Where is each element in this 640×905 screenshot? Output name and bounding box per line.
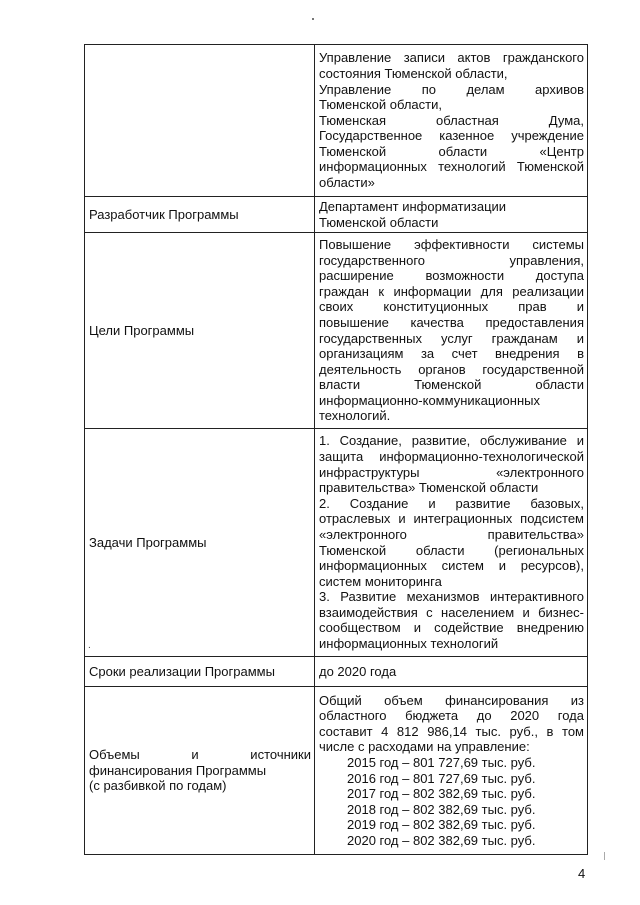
funding-year-2018: 2018 год – 802 382,69 тыс. руб. [347, 801, 536, 817]
text-line: Тюменской области [319, 214, 439, 230]
text-line: деятельность органов государственной [319, 361, 584, 377]
text-line: граждан к информации для реализации [319, 283, 584, 299]
text-line: до 2020 года [319, 663, 397, 679]
text-line: информационных технологий [319, 636, 499, 652]
text-line: состояния Тюменской области, [319, 65, 508, 81]
margin-mark: . [88, 640, 91, 651]
text-line: 2. Создание и развитие базовых, [319, 495, 584, 511]
row-label-empty [85, 45, 315, 197]
program-passport-table [84, 44, 588, 855]
text-line: взаимодействия с населением и бизнес- [319, 604, 584, 620]
text-line: Общий объем финансирования из [319, 692, 584, 708]
text-line: расширение возможности доступа [319, 268, 584, 284]
scan-tick [604, 852, 605, 860]
row-value-funding [315, 687, 588, 855]
table-row [85, 429, 588, 657]
row-label-period: Сроки реализации Программы [85, 657, 315, 687]
table-row [85, 687, 588, 855]
text-line: Государственное казенное учреждение [319, 128, 584, 144]
funding-year-2017: 2017 год – 802 382,69 тыс. руб. [347, 786, 536, 802]
text-line: Повышение эффективности системы [319, 236, 584, 252]
text-line: числе с расходами на управление: [319, 739, 530, 755]
text-line: инфраструктуры «электронного [319, 464, 584, 480]
text-line: Тюменской области (региональных [319, 542, 584, 558]
scan-speck [312, 18, 314, 20]
text-line: своих конституционных прав и [319, 299, 584, 315]
text-line: Тюменской области «Центр [319, 143, 584, 159]
row-value-goals [315, 233, 588, 429]
table-row [85, 657, 588, 687]
text-line: областного бюджета до 2020 года [319, 708, 584, 724]
text-line: 1. Создание, развитие, обслуживание и [319, 433, 584, 449]
row-value-executors [315, 45, 588, 197]
text-line: финансирования Программы [89, 762, 267, 778]
text-line: сообществом и содействие внедрению [319, 620, 584, 636]
funding-year-2015: 2015 год – 801 727,69 тыс. руб. [347, 754, 536, 770]
row-label-developer: Разработчик Программы [85, 197, 315, 233]
text-line: области» [319, 175, 375, 191]
text-line: Тюменская областная Дума, [319, 112, 584, 128]
text-line: Управление записи актов гражданского [319, 50, 584, 66]
row-value-tasks [315, 429, 588, 657]
page-number: 4 [578, 866, 586, 881]
row-value-period [315, 657, 588, 687]
text-line: информационных технологий Тюменской [319, 159, 584, 175]
text-line: отраслевых и интеграционных подсистем [319, 511, 584, 527]
text-line: информационно-коммуникационных [319, 392, 540, 408]
text-line: технологий. [319, 408, 391, 424]
text-line: «электронного правительства» [319, 526, 584, 542]
funding-year-2020: 2020 год – 802 382,69 тыс. руб. [347, 832, 536, 848]
text-line: Управление по делам архивов [319, 81, 584, 97]
row-label-tasks: Задачи Программы [85, 429, 315, 657]
text-line: власти Тюменской области [319, 377, 584, 393]
text-line: Объемы и источники [89, 747, 311, 763]
text-line: (с разбивкой по годам) [89, 778, 227, 794]
row-label-funding [85, 687, 315, 855]
text-line: Тюменской области, [319, 97, 442, 113]
text-line: систем мониторинга [319, 573, 442, 589]
table-row [85, 45, 588, 197]
text-line: составит 4 812 986,14 тыс. руб., в том [319, 723, 584, 739]
text-line: организациям за счет внедрения в [319, 346, 584, 362]
row-value-developer [315, 197, 588, 233]
text-line: информационных систем и ресурсов), [319, 558, 584, 574]
text-line: правительства» Тюменской области [319, 480, 539, 496]
text-line: государственного управления, [319, 252, 584, 268]
text-line: Департамент информатизации [319, 198, 507, 214]
row-label-goals: Цели Программы [85, 233, 315, 429]
text-line: защита информационно-технологической [319, 448, 584, 464]
text-line: повышение качества предоставления [319, 314, 584, 330]
text-line: 3. Развитие механизмов интерактивного [319, 589, 584, 605]
table-row [85, 197, 588, 233]
text-line: государственных услуг гражданам и [319, 330, 584, 346]
funding-year-2019: 2019 год – 802 382,69 тыс. руб. [347, 817, 536, 833]
funding-year-2016: 2016 год – 801 727,69 тыс. руб. [347, 770, 536, 786]
table-row [85, 233, 588, 429]
